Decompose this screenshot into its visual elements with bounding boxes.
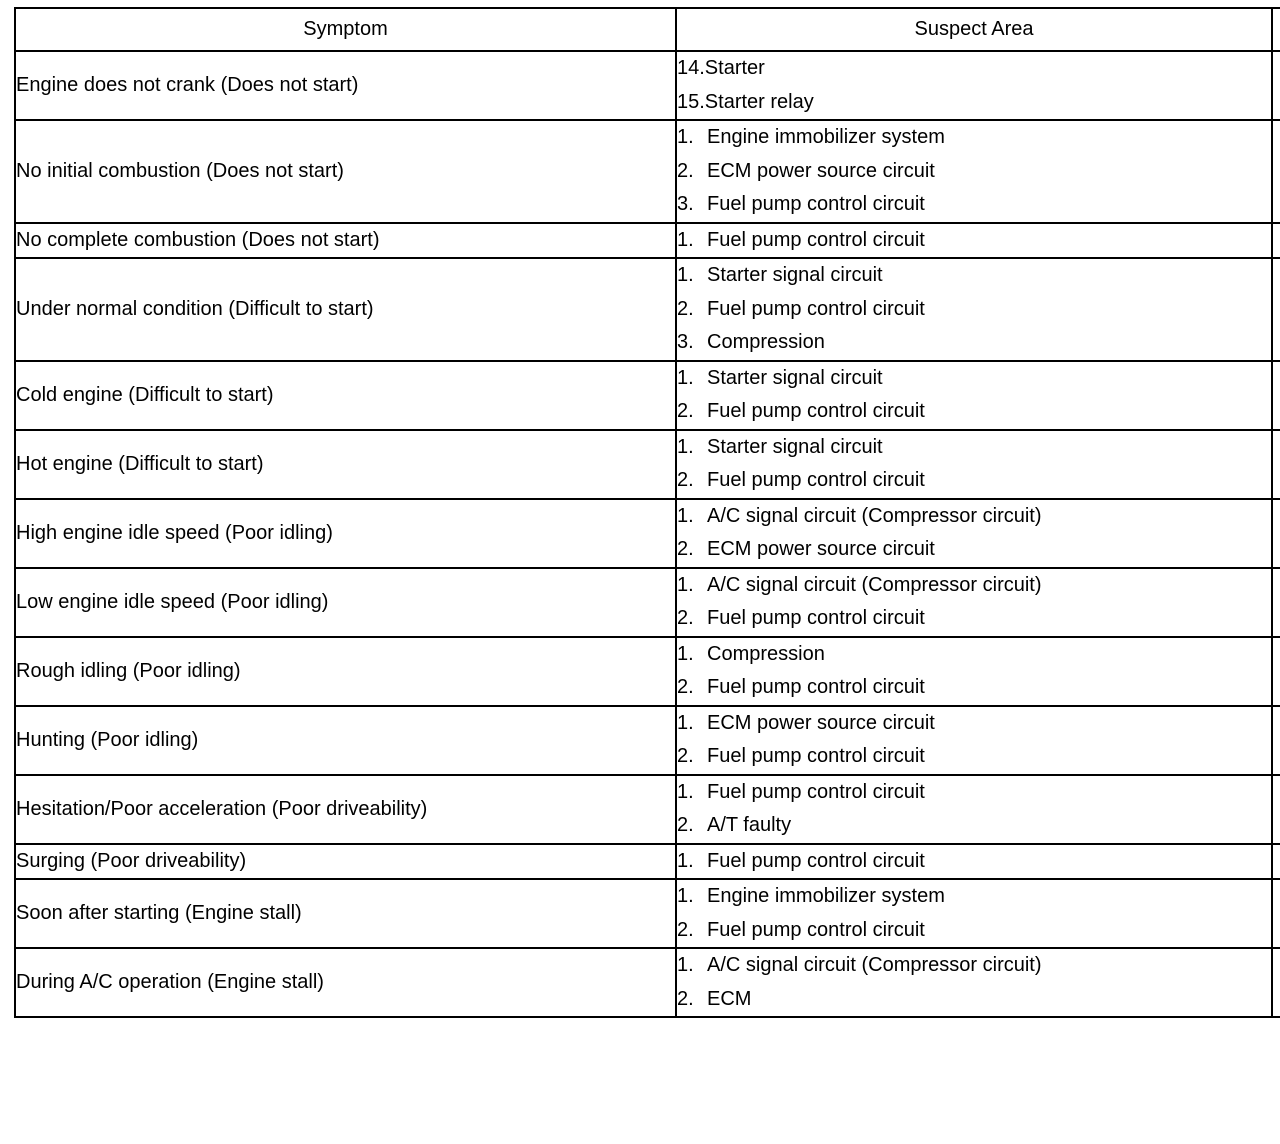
header-extra [1272,8,1280,51]
item-number: 1. [677,573,694,596]
table-row [15,499,1280,568]
item-text: Fuel pump control circuit [707,297,925,320]
item-text: Compression [707,331,825,353]
item-text: A/C signal circuit (Compressor circuit) [707,504,1042,527]
item-text: Fuel pump control circuit [707,780,925,803]
extra-cell [1272,706,1280,775]
suspect-item [677,776,1271,810]
symptom-cell: Hesitation/Poor acceleration (Poor driveability) [15,775,676,844]
item-text: 15.Starter relay [677,90,814,113]
item-number: 2. [677,159,694,182]
item-text: A/C signal circuit (Compressor circuit) [707,573,1042,596]
item-text: Fuel pump control circuit [707,469,925,491]
extra-cell [1272,637,1280,706]
extra-cell [1272,775,1280,844]
extra-cell [1272,51,1280,120]
suspect-item [677,707,1271,741]
suspect-item [677,569,1271,603]
symptom-cell: Cold engine (Difficult to start) [15,361,676,430]
table-row [15,844,1280,880]
suspect-item [677,188,1271,222]
table-row [15,120,1280,223]
symptom-cell: High engine idle speed (Poor idling) [15,499,676,568]
suspect-item [677,809,1271,843]
suspect-area-cell [676,637,1272,706]
suspect-item [677,293,1271,327]
suspect-item [677,464,1271,498]
suspect-item [677,983,1271,1017]
item-text: Engine immobilizer system [707,126,945,148]
table-row [15,223,1280,259]
suspect-item [677,602,1271,636]
table-header-row [15,8,1280,51]
item-text: ECM [707,987,752,1010]
suspect-item [677,395,1271,429]
item-number: 1. [677,264,694,286]
suspect-area-cell [676,948,1272,1017]
item-text: Compression [707,642,825,665]
table-row [15,775,1280,844]
suspect-area-cell [676,361,1272,430]
suspect-item [677,259,1271,293]
suspect-item [677,500,1271,534]
item-text: Starter signal circuit [707,366,883,389]
table-row [15,706,1280,775]
suspect-item [677,121,1271,155]
item-text: A/C signal circuit (Compressor circuit) [707,954,1042,976]
table-row [15,568,1280,637]
table-row [15,637,1280,706]
extra-cell [1272,430,1280,499]
symptom-cell: No complete combustion (Does not start) [15,223,676,259]
item-text: ECM power source circuit [707,159,935,182]
extra-cell [1272,120,1280,223]
item-number: 1. [677,642,694,665]
item-text: Fuel pump control circuit [707,400,925,422]
item-text: Starter signal circuit [707,435,883,458]
item-number: 2. [677,918,694,941]
suspect-item [677,224,1271,258]
item-number: 2. [677,745,694,767]
item-number: 2. [677,676,694,698]
suspect-area-cell [676,51,1272,120]
symptom-cell: Engine does not crank (Does not start) [15,51,676,120]
item-number: 1. [677,366,694,389]
suspect-item [677,671,1271,705]
item-text: Engine immobilizer system [707,885,945,907]
extra-cell [1272,879,1280,948]
suspect-item [677,326,1271,360]
suspect-item [677,914,1271,948]
extra-cell [1272,844,1280,880]
item-text: 14.Starter [677,57,765,79]
item-text: Fuel pump control circuit [707,607,925,629]
symptom-table [14,7,1280,1018]
suspect-item [677,431,1271,465]
suspect-item [677,155,1271,189]
suspect-item [677,638,1271,672]
extra-cell [1272,361,1280,430]
table-row [15,948,1280,1017]
symptom-cell: During A/C operation (Engine stall) [15,948,676,1017]
suspect-area-cell [676,879,1272,948]
symptom-cell: Surging (Poor driveability) [15,844,676,880]
table-body [15,51,1280,1017]
item-number: 2. [677,469,694,491]
extra-cell [1272,258,1280,361]
extra-cell [1272,948,1280,1017]
item-number: 1. [677,954,694,976]
item-number: 1. [677,885,694,907]
item-text: Fuel pump control circuit [707,193,925,215]
item-number: 1. [677,849,694,872]
item-text: Starter signal circuit [707,264,883,286]
suspect-area-cell [676,430,1272,499]
symptom-cell: Soon after starting (Engine stall) [15,879,676,948]
item-text: Fuel pump control circuit [707,849,925,872]
symptom-cell: Hunting (Poor idling) [15,706,676,775]
item-number: 2. [677,297,694,320]
suspect-item [677,533,1271,567]
suspect-item [677,949,1271,983]
item-text: A/T faulty [707,814,792,836]
item-number: 3. [677,193,694,215]
symptom-cell: Rough idling (Poor idling) [15,637,676,706]
item-number: 1. [677,504,694,527]
item-text: ECM power source circuit [707,538,935,560]
item-number: 2. [677,607,694,629]
item-text: Fuel pump control circuit [707,676,925,698]
item-number: 1. [677,228,694,251]
suspect-item [677,880,1271,914]
suspect-area-cell [676,258,1272,361]
header-symptom: Symptom [15,8,676,51]
suspect-item [677,740,1271,774]
suspect-area-cell [676,223,1272,259]
suspect-area-cell [676,706,1272,775]
suspect-item [677,52,1271,86]
suspect-area-cell [676,568,1272,637]
table-row [15,879,1280,948]
item-number: 2. [677,987,694,1010]
item-text: Fuel pump control circuit [707,228,925,251]
symptom-cell: Under normal condition (Difficult to start) [15,258,676,361]
item-number: 1. [677,435,694,458]
item-number: 2. [677,400,694,422]
suspect-item [677,86,1271,120]
extra-cell [1272,223,1280,259]
suspect-area-cell [676,120,1272,223]
item-text: Fuel pump control circuit [707,745,925,767]
item-number: 2. [677,538,694,560]
symptom-cell: No initial combustion (Does not start) [15,120,676,223]
table-row [15,430,1280,499]
table-row [15,361,1280,430]
item-text: Fuel pump control circuit [707,918,925,941]
item-number: 1. [677,780,694,803]
suspect-area-cell [676,844,1272,880]
item-number: 3. [677,331,694,353]
suspect-area-cell [676,499,1272,568]
extra-cell [1272,499,1280,568]
item-number: 1. [677,711,694,734]
symptom-cell: Low engine idle speed (Poor idling) [15,568,676,637]
table-row [15,258,1280,361]
suspect-item [677,845,1271,879]
table-row [15,51,1280,120]
item-text: ECM power source circuit [707,711,935,734]
item-number: 2. [677,814,694,836]
suspect-area-cell [676,775,1272,844]
item-number: 1. [677,126,694,148]
symptom-cell: Hot engine (Difficult to start) [15,430,676,499]
extra-cell [1272,568,1280,637]
suspect-item [677,362,1271,396]
header-suspect-area: Suspect Area [676,8,1272,51]
